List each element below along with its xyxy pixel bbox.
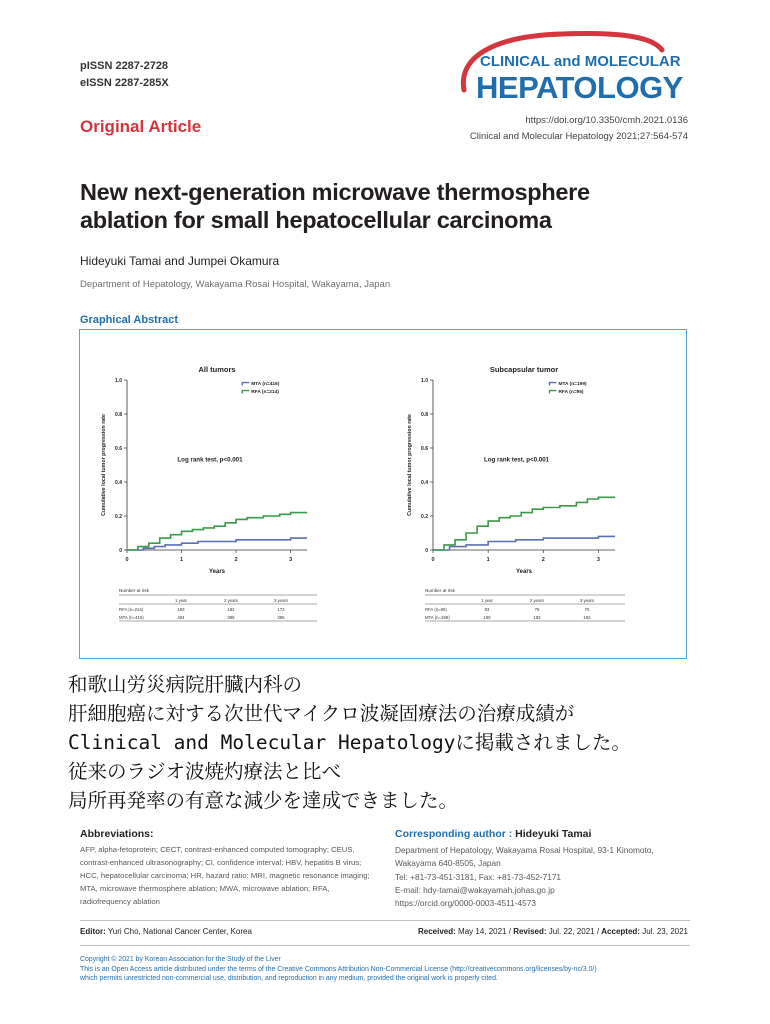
eissn: eISSN 2287-285X: [80, 77, 169, 89]
y-tick-label: 1.0: [115, 378, 122, 384]
legend-swatch: [549, 383, 556, 386]
risk-table-cell: 75: [534, 607, 540, 612]
x-tick-label: 0: [431, 557, 435, 563]
announcement-line-3: Clinical and Molecular Hepatologyに掲載されました。: [68, 731, 631, 754]
legend-label: MTA (n=416): [251, 382, 280, 388]
risk-table-column: 3 years: [579, 598, 595, 603]
corresponding-orcid[interactable]: https://orcid.org/0000-0003-4511-4573: [395, 898, 536, 909]
risk-table-column: 3 years: [273, 598, 289, 603]
km-chart-subcapsular: [400, 340, 680, 640]
corresponding-email[interactable]: E-mail: hdy-tamai@wakayamah.johas.go.jp: [395, 884, 555, 895]
risk-table-column: 1 year: [481, 598, 493, 603]
legend-swatch: [549, 391, 556, 394]
y-tick-label: 0.6: [421, 446, 428, 452]
risk-table-label: Number at risk: [425, 588, 455, 593]
divider: [80, 920, 690, 921]
y-tick-label: 0.4: [421, 480, 428, 486]
copyright-block: [80, 955, 700, 984]
copyright-line-3: which permits unrestricted non-commercial use, distribution, and reproduction in any medium, provided the original work is properly cited.: [80, 975, 498, 982]
series-line-rfa: [127, 513, 307, 550]
editor-name: Yuri Cho, National Cancer Center, Korea: [107, 927, 252, 936]
title-line-1: New next-generation microwave thermosphere: [80, 179, 590, 205]
risk-table-cell: 70: [584, 607, 590, 612]
logo-line1: CLINICAL and MOLECULAR: [480, 53, 681, 70]
series-line-mta: [433, 536, 615, 550]
risk-table-cell: 182: [227, 607, 235, 612]
editor-line: [80, 927, 252, 936]
legend-label: MTA (n=199): [558, 382, 587, 388]
x-tick-label: 2: [541, 557, 545, 563]
risk-table-cell: 182: [583, 615, 591, 620]
risk-table-cell: 182: [533, 615, 541, 620]
chart-title: Subcapsular tumor: [489, 365, 559, 374]
logrank-annotation: Log rank test, p<0.001: [483, 456, 550, 464]
announcement-text: [68, 670, 758, 815]
legend-label: RFA (n=95): [558, 390, 584, 396]
y-tick-label: 0.2: [421, 514, 428, 520]
citation: Clinical and Molecular Hepatology 2021;27:564-574: [469, 131, 688, 142]
y-tick-label: 0: [425, 548, 428, 554]
y-tick-label: 0.6: [115, 446, 122, 452]
paper-title: [80, 178, 700, 234]
x-tick-label: 3: [289, 557, 293, 563]
km-chart-all-tumors: [92, 340, 377, 640]
risk-table-row-name: RFA (n=214): [119, 607, 144, 612]
journal-info: [470, 113, 688, 145]
y-axis-label: Cumulative local tumor progression rate: [407, 414, 413, 516]
revised-date: Jul. 22, 2021: [548, 927, 595, 936]
y-tick-label: 0.4: [115, 480, 122, 486]
title-line-2: ablation for small hepatocellular carcinoma: [80, 207, 552, 233]
corresponding-address: Department of Hepatology, Wakayama Rosai Hospital, 93-1 Kinomoto, Wakayama 640-8505, Japan: [395, 845, 654, 869]
received-date: May 14, 2021: [458, 927, 507, 936]
risk-table-cell: 190: [483, 615, 491, 620]
logo-line2: HEPATOLOGY: [476, 70, 683, 105]
copyright-line-2: This is an Open Access article distributed under the terms of the Creative Commons Attribution Non-Commercial License (http://creativecommons.org/licenses/by-nc/3.0/): [80, 965, 597, 973]
legend-swatch: [242, 391, 249, 394]
accepted-label: Accepted:: [601, 927, 640, 936]
corresponding-name: Hideyuki Tamai: [515, 828, 592, 840]
risk-table-label: Number at risk: [119, 588, 149, 593]
corresponding-tel: Tel: +81-73-451-3181, Fax: +81-73-452-7171: [395, 871, 562, 882]
series-line-mta: [127, 538, 307, 550]
y-tick-label: 0.8: [421, 412, 428, 418]
x-tick-label: 0: [125, 557, 129, 563]
risk-table-cell: 404: [177, 615, 185, 620]
legend-label: RFA (n=214): [251, 390, 279, 396]
y-tick-label: 0.8: [115, 412, 122, 418]
affiliation: Department of Hepatology, Wakayama Rosai Hospital, Wakayama, Japan: [80, 279, 391, 290]
abbreviations-heading: Abbreviations:: [80, 828, 154, 840]
x-tick-label: 1: [180, 557, 184, 563]
doi-link[interactable]: https://doi.org/10.3350/cmh.2021.0136: [525, 115, 688, 126]
editor-label: Editor:: [80, 927, 106, 936]
announcement-line-1: 和歌山労災病院肝臓内科の: [68, 673, 303, 696]
risk-table-cell: 83: [484, 607, 490, 612]
risk-table-row-name: MTA (n=416): [119, 615, 144, 620]
y-tick-label: 0.2: [115, 514, 122, 520]
risk-table-cell: 395: [277, 615, 285, 620]
x-tick-label: 1: [486, 557, 490, 563]
chart-title: All tumors: [198, 365, 236, 374]
risk-table-row-name: RFA (n=95): [425, 607, 447, 612]
risk-table-column: 2 years: [529, 598, 545, 603]
series-line-rfa: [433, 497, 615, 550]
risk-table-column: 1 year: [175, 598, 187, 603]
announcement-line-5: 局所再発率の有意な減少を達成できました。: [68, 789, 459, 812]
x-axis-label: Years: [208, 569, 226, 575]
announcement-line-2: 肝細胞癌に対する次世代マイクロ波凝固療法の治療成績が: [68, 702, 575, 725]
accepted-date: Jul. 23, 2021: [642, 927, 688, 936]
authors: Hideyuki Tamai and Jumpei Okamura: [80, 254, 280, 268]
risk-table-row-name: MTA (n=199): [425, 615, 450, 620]
announcement-line-4: 従来のラジオ波焼灼療法と比べ: [68, 760, 342, 783]
copyright-line-1: Copyright © 2021 by Korean Association for the Study of the Liver: [80, 956, 281, 963]
legend-swatch: [242, 383, 249, 386]
x-tick-label: 3: [596, 557, 600, 563]
article-type: Original Article: [80, 117, 202, 136]
divider: [80, 945, 690, 946]
journal-logo: [452, 28, 697, 108]
risk-table-column: 2 years: [223, 598, 239, 603]
logrank-annotation: Log rank test, p<0.001: [177, 456, 243, 464]
risk-table-cell: 193: [177, 607, 185, 612]
graphical-abstract-box: [79, 329, 687, 659]
corresponding-details: [395, 844, 695, 910]
x-tick-label: 2: [234, 557, 238, 563]
risk-table-cell: 173: [277, 607, 285, 612]
x-axis-label: Years: [515, 569, 533, 575]
y-tick-label: 1.0: [421, 378, 428, 384]
corresponding-heading: [395, 828, 591, 840]
revised-label: Revised:: [513, 927, 547, 936]
abbreviations-text: AFP, alpha-fetoprotein; CECT, contrast-enhanced computed tomography; CEUS, contrast-enhanced ultrasonography; CI, confidence interval; HBV, hepatitis B virus; HCC, hepatocellular carcinoma; HR, hazard ratio; MRI, magnetic resonance imaging; MTA, microwave thermosphere ablation; MWA, microwave ablation; RFA, radiofrequency ablation: [80, 845, 370, 906]
corresponding-label: Corresponding author :: [395, 828, 513, 840]
received-label: Received:: [418, 927, 456, 936]
y-axis-label: Cumulative local tumor progression rate: [101, 414, 107, 516]
risk-table-cell: 398: [227, 615, 235, 620]
y-tick-label: 0: [119, 548, 122, 554]
dates-line: Received: May 14, 2021 / Revised: Jul. 22, 2021 / Accepted: Jul. 23, 2021: [418, 927, 688, 936]
pissn: pISSN 2287-2728: [80, 60, 169, 72]
issn-block: [80, 58, 169, 92]
graphical-abstract-label: Graphical Abstract: [80, 314, 179, 326]
